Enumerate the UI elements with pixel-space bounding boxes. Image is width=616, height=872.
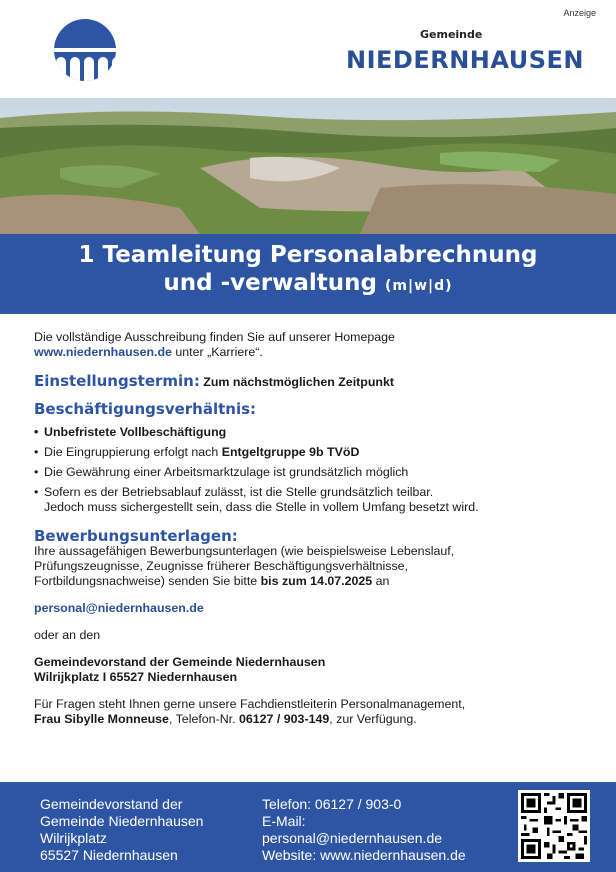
footer-address: Gemeindevorstand der Gemeinde Niedernhausen Wilrijkplatz 65527 Niedernhausen — [40, 796, 204, 863]
intro-text: Die vollständige Ausschreibung finden Sie auf unserer Homepage www.niedernhausen.de unter „Karriere“. — [34, 330, 395, 359]
or-text: oder an den — [34, 628, 101, 642]
application-email-link[interactable]: personal@niedernhausen.de — [34, 601, 204, 615]
deadline: bis zum 14.07.2025 — [260, 574, 373, 588]
contact-phone: 06127 / 903-149 — [238, 712, 330, 726]
main-content — [34, 330, 594, 727]
contact-text: Für Fragen steht Ihnen gerne unsere Fachdienstleiterin Personalmanagement, Frau Sibylle Monneuse, Telefon-Nr. 06127 / 903-149, zur Verfügung. — [34, 697, 466, 726]
footer-website-link[interactable]: Website: www.niedernhausen.de — [262, 847, 466, 863]
start-date-label: Einstellungstermin: — [34, 372, 200, 390]
application-text: Ihre aussagefähigen Bewerbungsunterlagen (wie beispielsweise Lebenslauf, Prüfungszeugnisse, Zeugnisse früherer Beschäftigungsverhältnisse, Fortbildungsnachweise) senden Sie bitte bis zum 14.07.2025 an — [34, 544, 455, 588]
footer-contact: Telefon: 06127 / 903-0 E-Mail: personal@niedernhausen.de Website: www.niedernhausen.de — [262, 796, 466, 863]
employment-list — [34, 425, 594, 515]
ad-label: Anzeige — [563, 8, 596, 18]
footer — [0, 782, 616, 872]
postal-address: Gemeindevorstand der Gemeinde Niedernhausen Wilrijkplatz I 65527 Niedernhausen — [34, 655, 326, 684]
municipality-logo — [50, 18, 120, 82]
list-item: • Die Eingruppierung erfolgt nach Entgeltgruppe 9b TVöD — [34, 445, 594, 460]
footer-email-link[interactable]: personal@niedernhausen.de — [262, 830, 443, 846]
title-banner — [0, 234, 616, 314]
employment-heading: Beschäftigungsverhältnis: — [34, 400, 257, 418]
qr-code[interactable] — [518, 790, 590, 862]
contact-name: Frau Sibylle Monneuse — [34, 712, 169, 726]
application-heading: Bewerbungsunterlagen: — [34, 527, 238, 545]
aerial-town-photo — [0, 98, 616, 234]
start-date — [34, 374, 594, 390]
list-item: • Sofern es der Betriebsablauf zulässt, ist die Stelle grundsätzlich teilbar. Jedoch muss sichergestellt sein, dass die Stelle in vollem Umfang besetzt wird. — [34, 485, 594, 515]
job-title-gender-suffix: (m|w|d) — [385, 278, 453, 294]
job-title-line2 — [0, 270, 616, 296]
footer-phone: Telefon: 06127 / 903-0 — [262, 796, 402, 812]
header-gemeinde: Gemeinde — [420, 28, 483, 41]
list-item: • Die Gewährung einer Arbeitsmarktzulage ist grundsätzlich möglich — [34, 465, 594, 480]
homepage-link[interactable]: www.niedernhausen.de — [34, 345, 172, 359]
job-title-line1: 1 Teamleitung Personalabrechnung — [78, 242, 538, 268]
job-title-line2-text: und -verwaltung — [163, 270, 377, 296]
header-town-name: NIEDERNHAUSEN — [346, 46, 584, 74]
start-date-value: Zum nächstmöglichen Zeitpunkt — [203, 375, 394, 389]
list-item: • Unbefristete Vollbeschäftigung — [34, 425, 594, 440]
